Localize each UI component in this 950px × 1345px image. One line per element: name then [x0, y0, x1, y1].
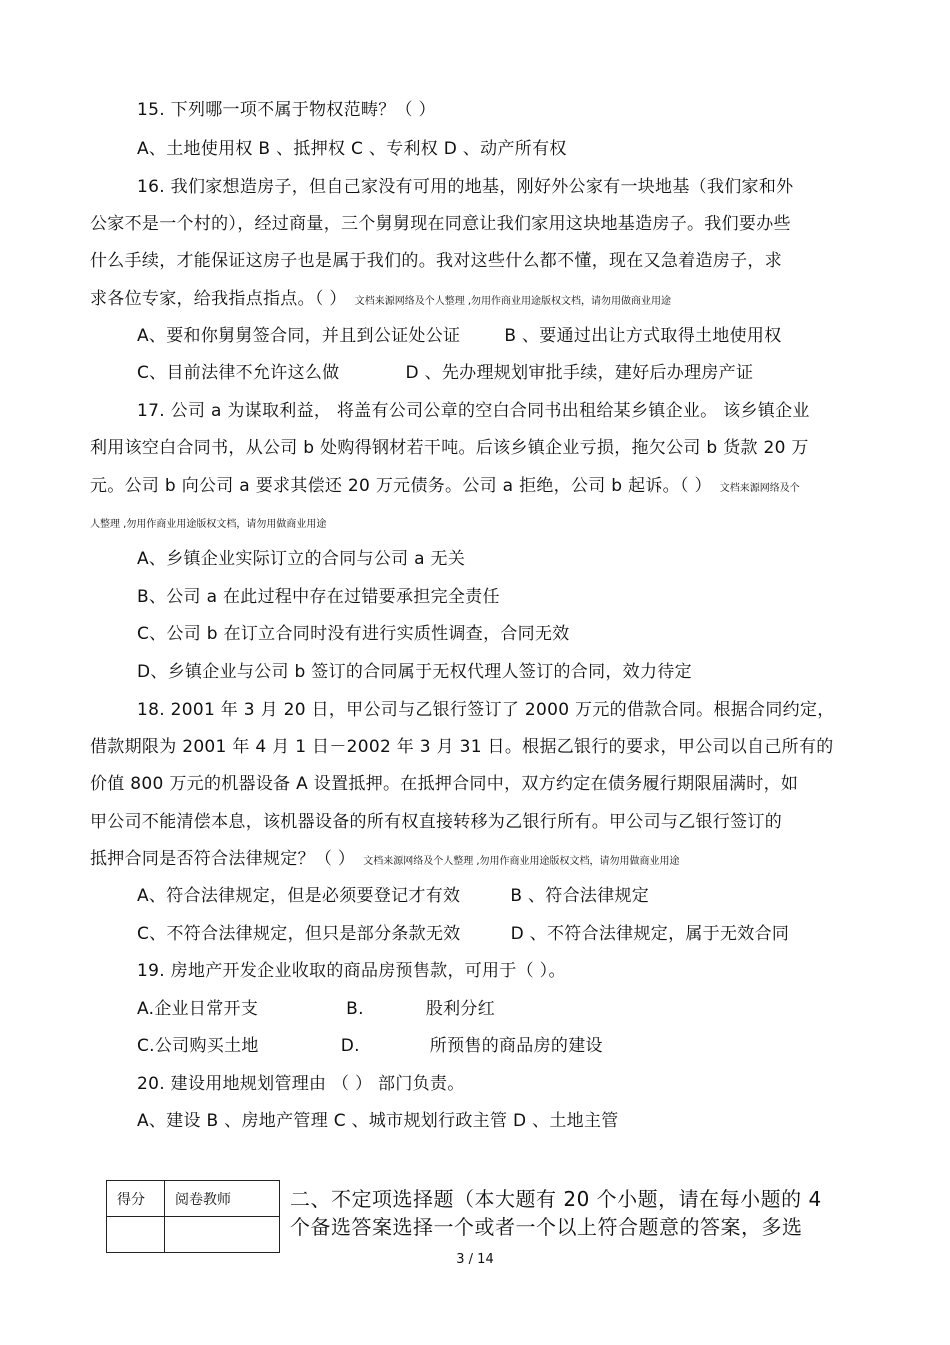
q16-line-3: 什么手续，才能保证这房子也是属于我们的。我对这些什么都不懂，现在又急着造房子，求 — [90, 251, 782, 271]
q17-line-3 — [90, 476, 800, 499]
q16-line-4 — [90, 289, 671, 312]
q19-option-d: D. — [340, 1036, 360, 1056]
q16-line-4-text: 求各位专家，给我指点指点。（ ） — [90, 289, 347, 309]
q19-option-b-text: 股利分红 — [425, 999, 496, 1019]
q17-option-a: A、乡镇企业实际订立的合同与公司 a 无关 — [137, 549, 466, 569]
q17-line-2: 利用该空白合同书，从公司 b 处购得钢材若干吨。后该乡镇企业亏损，拖欠公司 b 货款 20 万 — [90, 438, 809, 458]
q18-line-3: 价值 800 万元的机器设备 A 设置抵押。在抵押合同中，双方约定在债务履行期限届满时，如 — [90, 774, 799, 794]
q18-option-c: C、不符合法律规定，但只是部分条款无效 — [137, 924, 461, 944]
q19-options-cd — [137, 1036, 603, 1056]
q18-option-b: B 、符合法律规定 — [510, 886, 650, 906]
score-label: 得分 — [107, 1181, 165, 1217]
q16-line-1: 16. 我们家想造房子，但自己家没有可用的地基，刚好外公家有一块地基（我们家和外 — [137, 177, 794, 197]
page-number: 3 / 14 — [456, 1252, 494, 1267]
q18-option-d: D 、不符合法律规定，属于无效合同 — [510, 924, 790, 944]
section-heading-line-2: 个备选答案选择一个或者一个以上符合题意的答案，多选 — [290, 1215, 803, 1239]
q16-options-ab — [137, 326, 782, 346]
score-cell — [107, 1217, 165, 1253]
q16-option-d: D 、先办理规划审批手续，建好后办理房产证 — [405, 363, 754, 383]
q17-watermark-a: 文档来源网络及个 — [719, 483, 800, 494]
q16-option-c: C、目前法律不允许这么做 — [137, 363, 340, 383]
q18-option-a: A、符合法律规定，但是必须要登记才有效 — [137, 886, 461, 906]
q16-option-a: A、要和你舅舅签合同，并且到公证处公证 — [137, 326, 461, 346]
q18-options-ab — [137, 886, 649, 906]
q19-option-c: C.公司购买土地 — [137, 1036, 259, 1056]
q16-line-2: 公家不是一个村的），经过商量，三个舅舅现在同意让我们家用这块地基造房子。我们要办些 — [90, 214, 791, 234]
q20-options: A、建设 B 、房地产管理 C 、城市规划行政主管 D 、土地主管 — [137, 1111, 619, 1131]
q16-options-cd — [137, 363, 753, 383]
q19-stem: 19. 房地产开发企业收取的商品房预售款，可用于（ ）。 — [137, 961, 566, 981]
q17-watermark-b: 人整理 ,勿用作商业用途版权文档，请勿用做商业用途 — [90, 519, 327, 530]
q17-option-d: D、乡镇企业与公司 b 签订的合同属于无权代理人签订的合同，效力待定 — [137, 662, 692, 682]
q18-line-5 — [90, 849, 680, 872]
q18-watermark: 文档来源网络及个人整理 ,勿用作商业用途版权文档，请勿用做商业用途 — [363, 856, 680, 867]
q18-line-5-text: 抵押合同是否符合法律规定？（ ） — [90, 849, 356, 869]
q17-option-c: C、公司 b 在订立合同时没有进行实质性调查，合同无效 — [137, 624, 570, 644]
q19-options-ab — [137, 999, 495, 1019]
q18-line-4: 甲公司不能清偿本息，该机器设备的所有权直接转移为乙银行所有。甲公司与乙银行签订的 — [90, 812, 782, 832]
q16-option-b: B 、要通过出让方式取得土地使用权 — [504, 326, 782, 346]
q18-line-1: 18. 2001 年 3 月 20 日，甲公司与乙银行签订了 2000 万元的借款合同。根据合同约定， — [137, 700, 835, 720]
q19-option-b: B. — [346, 999, 364, 1019]
q17-line-3-text: 元。公司 b 向公司 a 要求其偿还 20 万元债务。公司 a 拒绝，公司 b 起诉。（ ） — [90, 476, 712, 496]
score-box — [106, 1180, 280, 1253]
q15-options: A、土地使用权 B 、抵押权 C 、专利权 D 、动产所有权 — [137, 139, 567, 159]
q19-option-a: A.企业日常开支 — [137, 999, 259, 1019]
q18-options-cd — [137, 924, 789, 944]
reviewer-cell — [165, 1217, 280, 1253]
q17-line-1: 17. 公司 a 为谋取利益， 将盖有公司公章的空白合同书出租给某乡镇企业。 该乡镇企业 — [137, 401, 810, 421]
q18-line-2: 借款期限为 2001 年 4 月 1 日－2002 年 3 月 31 日。根据乙银行的要求，甲公司以自己所有的 — [90, 737, 834, 757]
q16-watermark: 文档来源网络及个人整理 ,勿用作商业用途版权文档，请勿用做商业用途 — [354, 296, 672, 307]
q17-option-b: B、公司 a 在此过程中存在过错要承担完全责任 — [137, 587, 500, 607]
q20-stem: 20. 建设用地规划管理由 （ ） 部门负责。 — [137, 1074, 465, 1094]
reviewer-label: 阅卷教师 — [165, 1181, 280, 1217]
q15-stem: 15. 下列哪一项不属于物权范畴？（ ） — [137, 100, 436, 120]
section-heading-line-1: 二、不定项选择题（本大题有 20 个小题，请在每小题的 4 — [290, 1187, 822, 1211]
q19-option-d-text: 所预售的商品房的建设 — [429, 1036, 603, 1056]
